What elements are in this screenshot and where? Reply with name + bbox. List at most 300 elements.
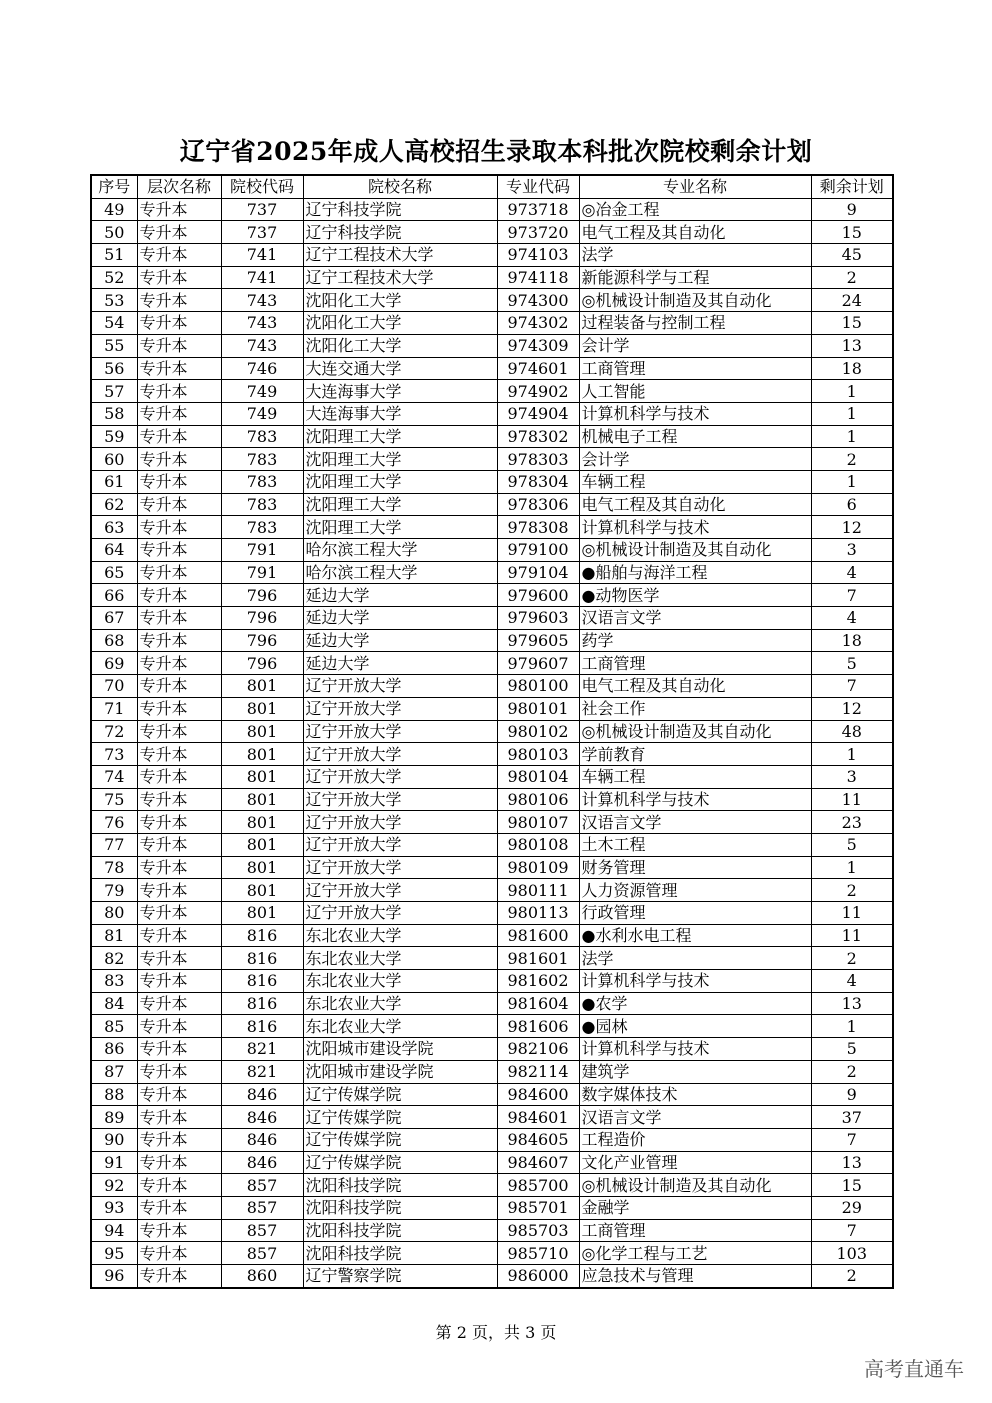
- cell-major-code: 984607: [497, 1151, 579, 1174]
- cell-school-name: 辽宁传媒学院: [303, 1083, 497, 1106]
- cell-school-code: 801: [221, 856, 303, 879]
- cell-major-name: ●船舶与海洋工程: [579, 561, 811, 584]
- table-row: [91, 584, 893, 607]
- table-row: [91, 198, 893, 221]
- cell-remaining: 2: [811, 448, 893, 471]
- cell-seq: 55: [91, 334, 137, 357]
- cell-major-name: 药学: [579, 629, 811, 652]
- cell-school-name: 东北农业大学: [303, 947, 497, 970]
- cell-remaining: 13: [811, 992, 893, 1015]
- cell-level: 专升本: [137, 1174, 221, 1197]
- table-row: [91, 312, 893, 335]
- cell-remaining: 4: [811, 970, 893, 993]
- cell-school-name: 沈阳理工大学: [303, 448, 497, 471]
- table-row: [91, 493, 893, 516]
- cell-major-name: 行政管理: [579, 902, 811, 925]
- cell-level: 专升本: [137, 1128, 221, 1151]
- cell-remaining: 1: [811, 402, 893, 425]
- cell-school-name: 延边大学: [303, 584, 497, 607]
- cell-major-name: 社会工作: [579, 697, 811, 720]
- cell-remaining: 11: [811, 902, 893, 925]
- table-row: [91, 561, 893, 584]
- cell-seq: 93: [91, 1196, 137, 1219]
- cell-remaining: 2: [811, 1060, 893, 1083]
- cell-seq: 96: [91, 1265, 137, 1288]
- cell-seq: 77: [91, 833, 137, 856]
- cell-major-code: 985703: [497, 1219, 579, 1242]
- table-row: [91, 1265, 893, 1288]
- cell-major-name: 工程造价: [579, 1128, 811, 1151]
- cell-level: 专升本: [137, 561, 221, 584]
- cell-seq: 74: [91, 765, 137, 788]
- table-row: [91, 425, 893, 448]
- cell-school-name: 辽宁开放大学: [303, 856, 497, 879]
- cell-major-name: 人力资源管理: [579, 879, 811, 902]
- cell-school-code: 821: [221, 1038, 303, 1061]
- cell-school-code: 816: [221, 924, 303, 947]
- cell-seq: 51: [91, 244, 137, 267]
- cell-major-code: 974902: [497, 380, 579, 403]
- cell-seq: 88: [91, 1083, 137, 1106]
- cell-major-code: 980107: [497, 811, 579, 834]
- table-row: [91, 947, 893, 970]
- cell-major-name: 电气工程及其自动化: [579, 493, 811, 516]
- cell-school-name: 大连海事大学: [303, 380, 497, 403]
- cell-level: 专升本: [137, 425, 221, 448]
- cell-school-code: 746: [221, 357, 303, 380]
- cell-level: 专升本: [137, 289, 221, 312]
- cell-seq: 76: [91, 811, 137, 834]
- cell-major-code: 980101: [497, 697, 579, 720]
- cell-major-code: 979605: [497, 629, 579, 652]
- cell-remaining: 103: [811, 1242, 893, 1265]
- header-seq: 序号: [91, 175, 137, 198]
- cell-seq: 95: [91, 1242, 137, 1265]
- cell-major-code: 984600: [497, 1083, 579, 1106]
- cell-major-name: 计算机科学与技术: [579, 1038, 811, 1061]
- cell-school-code: 821: [221, 1060, 303, 1083]
- cell-school-code: 783: [221, 516, 303, 539]
- cell-level: 专升本: [137, 675, 221, 698]
- cell-seq: 49: [91, 198, 137, 221]
- cell-seq: 87: [91, 1060, 137, 1083]
- cell-major-code: 985701: [497, 1196, 579, 1219]
- cell-major-code: 980104: [497, 765, 579, 788]
- cell-major-name: 计算机科学与技术: [579, 970, 811, 993]
- cell-remaining: 2: [811, 1265, 893, 1288]
- cell-major-name: 汉语言文学: [579, 811, 811, 834]
- table-row: [91, 289, 893, 312]
- cell-school-name: 沈阳科技学院: [303, 1242, 497, 1265]
- cell-major-name: 汉语言文学: [579, 607, 811, 630]
- cell-major-name: 过程装备与控制工程: [579, 312, 811, 335]
- cell-school-code: 801: [221, 743, 303, 766]
- cell-seq: 66: [91, 584, 137, 607]
- cell-remaining: 24: [811, 289, 893, 312]
- cell-major-code: 984605: [497, 1128, 579, 1151]
- cell-school-name: 沈阳理工大学: [303, 470, 497, 493]
- header-remaining: 剩余计划: [811, 175, 893, 198]
- cell-remaining: 4: [811, 607, 893, 630]
- cell-school-name: 沈阳科技学院: [303, 1174, 497, 1197]
- cell-remaining: 7: [811, 1219, 893, 1242]
- cell-school-code: 846: [221, 1151, 303, 1174]
- cell-level: 专升本: [137, 947, 221, 970]
- cell-remaining: 2: [811, 266, 893, 289]
- cell-level: 专升本: [137, 924, 221, 947]
- cell-school-code: 816: [221, 947, 303, 970]
- cell-remaining: 9: [811, 1083, 893, 1106]
- table-row: [91, 811, 893, 834]
- cell-school-code: 857: [221, 1242, 303, 1265]
- cell-level: 专升本: [137, 198, 221, 221]
- cell-major-name: ◎机械设计制造及其自动化: [579, 1174, 811, 1197]
- table-row: [91, 902, 893, 925]
- cell-remaining: 48: [811, 720, 893, 743]
- cell-remaining: 3: [811, 765, 893, 788]
- cell-remaining: 1: [811, 1015, 893, 1038]
- cell-major-name: 会计学: [579, 334, 811, 357]
- table-row: [91, 924, 893, 947]
- cell-remaining: 18: [811, 357, 893, 380]
- table-row: [91, 1083, 893, 1106]
- cell-level: 专升本: [137, 334, 221, 357]
- cell-seq: 70: [91, 675, 137, 698]
- cell-school-name: 沈阳理工大学: [303, 516, 497, 539]
- cell-major-name: 计算机科学与技术: [579, 788, 811, 811]
- cell-seq: 52: [91, 266, 137, 289]
- cell-seq: 85: [91, 1015, 137, 1038]
- cell-major-name: ●水利水电工程: [579, 924, 811, 947]
- cell-seq: 83: [91, 970, 137, 993]
- cell-school-code: 801: [221, 675, 303, 698]
- cell-school-name: 辽宁开放大学: [303, 675, 497, 698]
- cell-major-code: 974302: [497, 312, 579, 335]
- cell-school-code: 857: [221, 1174, 303, 1197]
- cell-remaining: 11: [811, 924, 893, 947]
- table-row: [91, 652, 893, 675]
- cell-remaining: 13: [811, 1151, 893, 1174]
- cell-school-code: 783: [221, 470, 303, 493]
- table-row: [91, 607, 893, 630]
- cell-major-code: 973720: [497, 221, 579, 244]
- cell-major-code: 980113: [497, 902, 579, 925]
- table-row: [91, 720, 893, 743]
- cell-seq: 90: [91, 1128, 137, 1151]
- cell-major-code: 985700: [497, 1174, 579, 1197]
- cell-seq: 71: [91, 697, 137, 720]
- watermark: 高考直通车: [864, 1357, 964, 1381]
- cell-school-name: 沈阳城市建设学院: [303, 1060, 497, 1083]
- cell-remaining: 45: [811, 244, 893, 267]
- cell-major-code: 985710: [497, 1242, 579, 1265]
- cell-level: 专升本: [137, 607, 221, 630]
- cell-school-code: 743: [221, 334, 303, 357]
- cell-level: 专升本: [137, 1038, 221, 1061]
- cell-level: 专升本: [137, 856, 221, 879]
- cell-school-name: 辽宁警察学院: [303, 1265, 497, 1288]
- cell-major-code: 984601: [497, 1106, 579, 1129]
- cell-school-name: 哈尔滨工程大学: [303, 539, 497, 562]
- cell-school-name: 大连交通大学: [303, 357, 497, 380]
- cell-seq: 72: [91, 720, 137, 743]
- cell-major-code: 973718: [497, 198, 579, 221]
- cell-major-code: 980108: [497, 833, 579, 856]
- cell-school-code: 846: [221, 1128, 303, 1151]
- cell-seq: 58: [91, 402, 137, 425]
- cell-major-name: 工商管理: [579, 1219, 811, 1242]
- cell-major-code: 982106: [497, 1038, 579, 1061]
- cell-remaining: 1: [811, 856, 893, 879]
- cell-remaining: 1: [811, 425, 893, 448]
- cell-major-code: 979603: [497, 607, 579, 630]
- cell-remaining: 7: [811, 584, 893, 607]
- cell-school-code: 796: [221, 629, 303, 652]
- cell-school-code: 860: [221, 1265, 303, 1288]
- cell-major-code: 974904: [497, 402, 579, 425]
- cell-major-code: 974103: [497, 244, 579, 267]
- cell-school-name: 延边大学: [303, 607, 497, 630]
- table-body: [91, 198, 893, 1288]
- cell-major-code: 974601: [497, 357, 579, 380]
- table-row: [91, 1038, 893, 1061]
- header-school-code: 院校代码: [221, 175, 303, 198]
- cell-remaining: 9: [811, 198, 893, 221]
- cell-major-name: ●农学: [579, 992, 811, 1015]
- cell-level: 专升本: [137, 312, 221, 335]
- cell-level: 专升本: [137, 402, 221, 425]
- cell-school-code: 801: [221, 811, 303, 834]
- cell-major-code: 979104: [497, 561, 579, 584]
- cell-major-name: 电气工程及其自动化: [579, 221, 811, 244]
- cell-seq: 60: [91, 448, 137, 471]
- cell-level: 专升本: [137, 765, 221, 788]
- table-row: [91, 448, 893, 471]
- cell-major-name: ●园林: [579, 1015, 811, 1038]
- cell-remaining: 18: [811, 629, 893, 652]
- cell-remaining: 7: [811, 675, 893, 698]
- cell-school-code: 816: [221, 992, 303, 1015]
- cell-level: 专升本: [137, 743, 221, 766]
- cell-major-code: 979607: [497, 652, 579, 675]
- cell-seq: 78: [91, 856, 137, 879]
- cell-major-name: 财务管理: [579, 856, 811, 879]
- cell-major-code: 979100: [497, 539, 579, 562]
- cell-remaining: 11: [811, 788, 893, 811]
- table-row: [91, 1151, 893, 1174]
- cell-seq: 69: [91, 652, 137, 675]
- table-row: [91, 1196, 893, 1219]
- cell-major-name: 数字媒体技术: [579, 1083, 811, 1106]
- cell-school-name: 辽宁开放大学: [303, 879, 497, 902]
- cell-remaining: 15: [811, 312, 893, 335]
- header-school-name: 院校名称: [303, 175, 497, 198]
- cell-school-code: 801: [221, 720, 303, 743]
- cell-school-name: 沈阳理工大学: [303, 493, 497, 516]
- page-number: 第 2 页，共 3 页: [435, 1323, 557, 1342]
- cell-major-name: 车辆工程: [579, 470, 811, 493]
- cell-major-code: 980100: [497, 675, 579, 698]
- cell-school-code: 801: [221, 879, 303, 902]
- cell-level: 专升本: [137, 1060, 221, 1083]
- cell-level: 专升本: [137, 1242, 221, 1265]
- cell-level: 专升本: [137, 992, 221, 1015]
- cell-school-name: 沈阳化工大学: [303, 312, 497, 335]
- table-row: [91, 992, 893, 1015]
- table-row: [91, 402, 893, 425]
- cell-major-code: 986000: [497, 1265, 579, 1288]
- cell-school-code: 796: [221, 652, 303, 675]
- cell-school-code: 846: [221, 1083, 303, 1106]
- cell-seq: 79: [91, 879, 137, 902]
- table-row: [91, 856, 893, 879]
- cell-major-code: 981604: [497, 992, 579, 1015]
- cell-school-name: 沈阳城市建设学院: [303, 1038, 497, 1061]
- cell-level: 专升本: [137, 244, 221, 267]
- cell-level: 专升本: [137, 1015, 221, 1038]
- cell-level: 专升本: [137, 516, 221, 539]
- cell-major-name: ◎冶金工程: [579, 198, 811, 221]
- cell-school-name: 延边大学: [303, 629, 497, 652]
- cell-remaining: 29: [811, 1196, 893, 1219]
- cell-school-name: 辽宁开放大学: [303, 765, 497, 788]
- cell-seq: 59: [91, 425, 137, 448]
- cell-major-code: 981606: [497, 1015, 579, 1038]
- cell-school-name: 东北农业大学: [303, 992, 497, 1015]
- cell-major-code: 980106: [497, 788, 579, 811]
- cell-seq: 94: [91, 1219, 137, 1242]
- cell-seq: 53: [91, 289, 137, 312]
- table-row: [91, 470, 893, 493]
- cell-school-name: 辽宁开放大学: [303, 743, 497, 766]
- cell-school-code: 816: [221, 970, 303, 993]
- cell-seq: 92: [91, 1174, 137, 1197]
- cell-remaining: 1: [811, 470, 893, 493]
- table-row: [91, 765, 893, 788]
- table-row: [91, 788, 893, 811]
- cell-seq: 86: [91, 1038, 137, 1061]
- cell-seq: 84: [91, 992, 137, 1015]
- cell-school-name: 辽宁传媒学院: [303, 1106, 497, 1129]
- cell-school-name: 辽宁传媒学院: [303, 1128, 497, 1151]
- cell-school-name: 辽宁科技学院: [303, 198, 497, 221]
- cell-level: 专升本: [137, 1196, 221, 1219]
- cell-level: 专升本: [137, 902, 221, 925]
- cell-seq: 82: [91, 947, 137, 970]
- cell-school-name: 东北农业大学: [303, 970, 497, 993]
- cell-remaining: 12: [811, 516, 893, 539]
- cell-school-code: 737: [221, 221, 303, 244]
- cell-level: 专升本: [137, 788, 221, 811]
- cell-seq: 73: [91, 743, 137, 766]
- cell-major-code: 980102: [497, 720, 579, 743]
- cell-level: 专升本: [137, 1265, 221, 1288]
- cell-seq: 62: [91, 493, 137, 516]
- table-row: [91, 675, 893, 698]
- cell-remaining: 5: [811, 1038, 893, 1061]
- table-row: [91, 1106, 893, 1129]
- cell-school-name: 沈阳化工大学: [303, 289, 497, 312]
- cell-level: 专升本: [137, 970, 221, 993]
- cell-level: 专升本: [137, 266, 221, 289]
- cell-major-name: ◎化学工程与工艺: [579, 1242, 811, 1265]
- cell-seq: 54: [91, 312, 137, 335]
- cell-school-code: 816: [221, 1015, 303, 1038]
- cell-major-code: 978306: [497, 493, 579, 516]
- cell-remaining: 6: [811, 493, 893, 516]
- cell-remaining: 12: [811, 697, 893, 720]
- cell-major-name: 会计学: [579, 448, 811, 471]
- cell-major-name: 文化产业管理: [579, 1151, 811, 1174]
- cell-seq: 61: [91, 470, 137, 493]
- cell-remaining: 7: [811, 1128, 893, 1151]
- cell-seq: 75: [91, 788, 137, 811]
- cell-school-code: 857: [221, 1219, 303, 1242]
- cell-school-code: 801: [221, 697, 303, 720]
- header-major-name: 专业名称: [579, 175, 811, 198]
- cell-seq: 64: [91, 539, 137, 562]
- cell-seq: 63: [91, 516, 137, 539]
- table-row: [91, 1128, 893, 1151]
- cell-major-name: ●动物医学: [579, 584, 811, 607]
- cell-major-name: 人工智能: [579, 380, 811, 403]
- cell-school-code: 783: [221, 425, 303, 448]
- cell-school-code: 846: [221, 1106, 303, 1129]
- cell-major-name: ◎机械设计制造及其自动化: [579, 289, 811, 312]
- cell-seq: 89: [91, 1106, 137, 1129]
- cell-major-code: 979600: [497, 584, 579, 607]
- table-row: [91, 970, 893, 993]
- cell-school-code: 741: [221, 244, 303, 267]
- cell-school-code: 801: [221, 902, 303, 925]
- cell-major-name: 金融学: [579, 1196, 811, 1219]
- cell-major-code: 982114: [497, 1060, 579, 1083]
- cell-major-code: 980111: [497, 879, 579, 902]
- cell-school-code: 741: [221, 266, 303, 289]
- cell-level: 专升本: [137, 629, 221, 652]
- table-row: [91, 516, 893, 539]
- cell-major-code: 974300: [497, 289, 579, 312]
- cell-school-name: 东北农业大学: [303, 1015, 497, 1038]
- cell-school-code: 783: [221, 493, 303, 516]
- cell-remaining: 23: [811, 811, 893, 834]
- cell-remaining: 2: [811, 947, 893, 970]
- cell-level: 专升本: [137, 539, 221, 562]
- cell-school-name: 辽宁开放大学: [303, 697, 497, 720]
- cell-seq: 81: [91, 924, 137, 947]
- cell-seq: 50: [91, 221, 137, 244]
- cell-school-code: 857: [221, 1196, 303, 1219]
- cell-level: 专升本: [137, 357, 221, 380]
- cell-level: 专升本: [137, 720, 221, 743]
- cell-school-name: 辽宁开放大学: [303, 720, 497, 743]
- cell-school-name: 辽宁开放大学: [303, 902, 497, 925]
- remaining-plan-table: [90, 174, 894, 1289]
- cell-school-code: 796: [221, 607, 303, 630]
- cell-major-code: 981600: [497, 924, 579, 947]
- cell-major-name: 计算机科学与技术: [579, 402, 811, 425]
- cell-school-code: 783: [221, 448, 303, 471]
- cell-major-code: 974118: [497, 266, 579, 289]
- cell-major-name: 土木工程: [579, 833, 811, 856]
- cell-major-code: 981601: [497, 947, 579, 970]
- cell-school-name: 辽宁科技学院: [303, 221, 497, 244]
- cell-school-name: 大连海事大学: [303, 402, 497, 425]
- table-row: [91, 879, 893, 902]
- cell-school-name: 沈阳化工大学: [303, 334, 497, 357]
- table-row: [91, 743, 893, 766]
- cell-level: 专升本: [137, 1219, 221, 1242]
